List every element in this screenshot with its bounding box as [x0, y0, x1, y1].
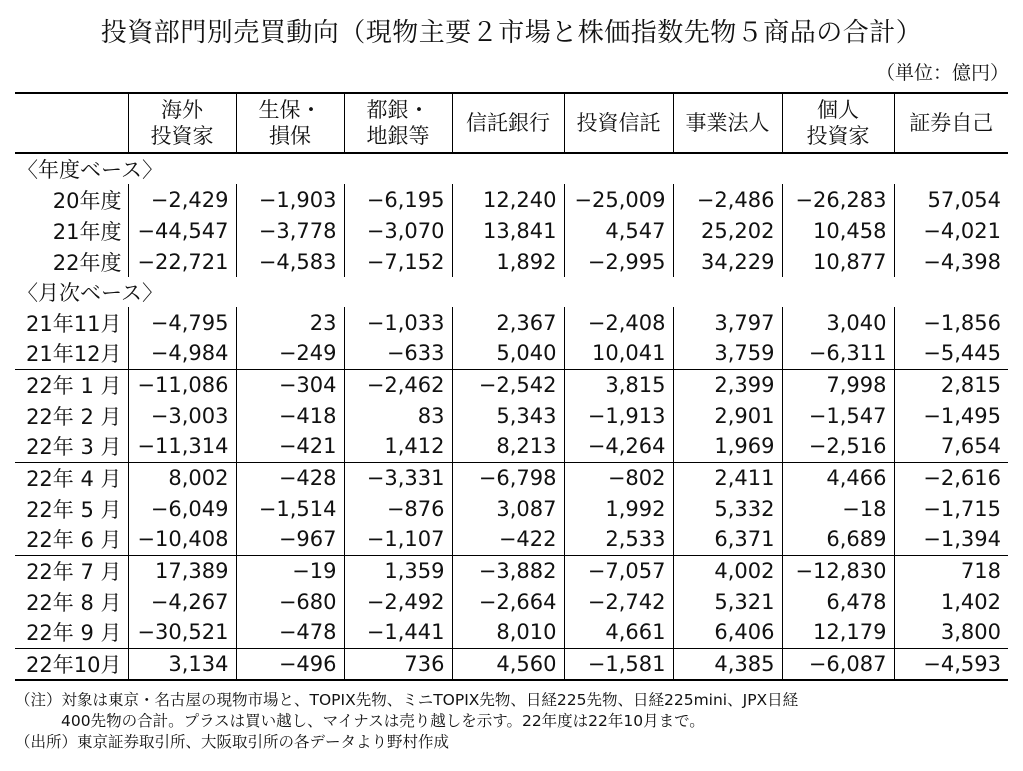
- value-cell: −6,049: [128, 493, 236, 524]
- value-cell: 2,367: [452, 307, 564, 338]
- value-cell: −3,882: [452, 555, 564, 586]
- table-row: [15, 524, 1008, 555]
- value-cell: 4,547: [564, 215, 673, 246]
- value-cell: 10,877: [782, 246, 894, 277]
- value-cell: 2,815: [894, 369, 1008, 400]
- footnotes: [15, 690, 1010, 753]
- value-cell: −680: [236, 586, 344, 617]
- value-cell: −1,856: [894, 307, 1008, 338]
- value-cell: 4,560: [452, 648, 564, 680]
- value-cell: −1,715: [894, 493, 1008, 524]
- value-cell: −2,516: [782, 431, 894, 462]
- value-cell: −26,283: [782, 184, 894, 215]
- value-cell: 3,759: [673, 338, 782, 369]
- value-cell: 1,412: [344, 431, 452, 462]
- value-cell: −2,429: [128, 184, 236, 215]
- column-header: 証券自己: [894, 93, 1008, 153]
- value-cell: −6,195: [344, 184, 452, 215]
- value-cell: −6,798: [452, 462, 564, 493]
- value-cell: −7,152: [344, 246, 452, 277]
- value-cell: 1,359: [344, 555, 452, 586]
- value-cell: 34,229: [673, 246, 782, 277]
- value-cell: 4,385: [673, 648, 782, 680]
- table-row: [15, 246, 1008, 277]
- table-row: [15, 648, 1008, 680]
- value-cell: 736: [344, 648, 452, 680]
- row-label: 21年度: [52, 219, 122, 244]
- value-cell: 10,041: [564, 338, 673, 369]
- value-cell: −3,778: [236, 215, 344, 246]
- value-cell: 10,458: [782, 215, 894, 246]
- value-cell: 57,054: [894, 184, 1008, 215]
- value-cell: 2,399: [673, 369, 782, 400]
- value-cell: 2,901: [673, 400, 782, 431]
- value-cell: 2,411: [673, 462, 782, 493]
- value-cell: −1,514: [236, 493, 344, 524]
- section-title: 〈年度ベース〉: [17, 158, 163, 182]
- row-label: 22年 2 月: [26, 404, 122, 429]
- value-cell: 6,478: [782, 586, 894, 617]
- value-cell: −1,495: [894, 400, 1008, 431]
- value-cell: 3,087: [452, 493, 564, 524]
- value-cell: −1,547: [782, 400, 894, 431]
- value-cell: 5,321: [673, 586, 782, 617]
- column-header: 生保・ 損保: [236, 93, 344, 153]
- value-cell: −1,903: [236, 184, 344, 215]
- value-cell: −2,486: [673, 184, 782, 215]
- value-cell: 1,402: [894, 586, 1008, 617]
- row-label: 21年12月: [26, 342, 122, 367]
- table-row: [15, 307, 1008, 338]
- column-header: 個人 投資家: [782, 93, 894, 153]
- table-row: [15, 400, 1008, 431]
- table-row: [15, 431, 1008, 462]
- value-cell: 2,533: [564, 524, 673, 555]
- column-header: 信託銀行: [452, 93, 564, 153]
- value-cell: −3,003: [128, 400, 236, 431]
- value-cell: −4,021: [894, 215, 1008, 246]
- value-cell: −4,267: [128, 586, 236, 617]
- value-cell: −6,087: [782, 648, 894, 680]
- value-cell: −2,742: [564, 586, 673, 617]
- value-cell: 8,213: [452, 431, 564, 462]
- table-row: [15, 338, 1008, 369]
- table-row: [15, 617, 1008, 648]
- row-label: 22年 3 月: [26, 435, 122, 460]
- value-cell: 23: [236, 307, 344, 338]
- value-cell: −4,583: [236, 246, 344, 277]
- value-cell: 7,654: [894, 431, 1008, 462]
- value-cell: −7,057: [564, 555, 673, 586]
- value-cell: 13,841: [452, 215, 564, 246]
- value-cell: −2,492: [344, 586, 452, 617]
- value-cell: 3,797: [673, 307, 782, 338]
- value-cell: 12,240: [452, 184, 564, 215]
- value-cell: −876: [344, 493, 452, 524]
- value-cell: 3,815: [564, 369, 673, 400]
- header-row: [15, 93, 1008, 153]
- value-cell: −2,408: [564, 307, 673, 338]
- value-cell: −496: [236, 648, 344, 680]
- value-cell: 8,002: [128, 462, 236, 493]
- table-row: [15, 462, 1008, 493]
- value-cell: −11,314: [128, 431, 236, 462]
- value-cell: −30,521: [128, 617, 236, 648]
- row-label: 22年10月: [15, 648, 128, 680]
- value-cell: −967: [236, 524, 344, 555]
- value-cell: −22,721: [128, 246, 236, 277]
- column-header: 事業法人: [673, 93, 782, 153]
- value-cell: 1,992: [564, 493, 673, 524]
- value-cell: −1,913: [564, 400, 673, 431]
- row-label: 20年度: [52, 188, 122, 213]
- value-cell: 8,010: [452, 617, 564, 648]
- value-cell: 5,040: [452, 338, 564, 369]
- value-cell: −18: [782, 493, 894, 524]
- value-cell: 1,892: [452, 246, 564, 277]
- value-cell: −4,795: [128, 307, 236, 338]
- note-line: 400先物の合計。プラスは買い越し、マイナスは売り越しを示す。22年度は22年10月まで。: [61, 712, 705, 730]
- value-cell: −5,445: [894, 338, 1008, 369]
- value-cell: −19: [236, 555, 344, 586]
- value-cell: 17,389: [128, 555, 236, 586]
- value-cell: −4,398: [894, 246, 1008, 277]
- column-header: 海外 投資家: [128, 93, 236, 153]
- unit-label: （単位：億円）: [875, 62, 1009, 84]
- value-cell: −4,984: [128, 338, 236, 369]
- value-cell: 6,689: [782, 524, 894, 555]
- value-cell: −12,830: [782, 555, 894, 586]
- row-label: 22年 6 月: [26, 528, 122, 553]
- value-cell: −2,462: [344, 369, 452, 400]
- table-title: 投資部門別売買動向（現物主要２市場と株価指数先物５商品の合計）: [100, 18, 923, 48]
- value-cell: −2,542: [452, 369, 564, 400]
- value-cell: 25,202: [673, 215, 782, 246]
- value-cell: −2,664: [452, 586, 564, 617]
- value-cell: 83: [344, 400, 452, 431]
- value-cell: −1,394: [894, 524, 1008, 555]
- value-cell: 1,969: [673, 431, 782, 462]
- note-line: （注）対象は東京・名古屋の現物市場と、TOPIX先物、ミニTOPIX先物、日経225先物、日経225mini、JPX日経: [15, 691, 799, 709]
- table-row: [15, 555, 1008, 586]
- value-cell: −421: [236, 431, 344, 462]
- value-cell: 4,661: [564, 617, 673, 648]
- value-cell: 7,998: [782, 369, 894, 400]
- value-cell: −2,995: [564, 246, 673, 277]
- value-cell: −10,408: [128, 524, 236, 555]
- trading-table: [15, 92, 1008, 681]
- value-cell: −633: [344, 338, 452, 369]
- value-cell: −478: [236, 617, 344, 648]
- value-cell: 5,343: [452, 400, 564, 431]
- value-cell: 4,002: [673, 555, 782, 586]
- value-cell: −422: [452, 524, 564, 555]
- value-cell: 4,466: [782, 462, 894, 493]
- value-cell: −4,264: [564, 431, 673, 462]
- value-cell: 6,371: [673, 524, 782, 555]
- value-cell: −249: [236, 338, 344, 369]
- value-cell: 12,179: [782, 617, 894, 648]
- row-label: 22年度: [52, 250, 122, 275]
- section-header-row: [15, 277, 1008, 307]
- value-cell: −418: [236, 400, 344, 431]
- value-cell: −304: [236, 369, 344, 400]
- row-label: 22年 8 月: [26, 590, 122, 615]
- value-cell: −3,070: [344, 215, 452, 246]
- table-row: [15, 215, 1008, 246]
- table-row: [15, 586, 1008, 617]
- value-cell: 3,134: [128, 648, 236, 680]
- value-cell: −1,033: [344, 307, 452, 338]
- value-cell: −6,311: [782, 338, 894, 369]
- value-cell: −11,086: [128, 369, 236, 400]
- row-label: 22年 5 月: [26, 497, 122, 522]
- value-cell: 718: [894, 555, 1008, 586]
- column-header: 投資信託: [564, 93, 673, 153]
- value-cell: −2,616: [894, 462, 1008, 493]
- row-label: 22年 7 月: [15, 555, 128, 586]
- value-cell: −4,593: [894, 648, 1008, 680]
- value-cell: −1,107: [344, 524, 452, 555]
- value-cell: 6,406: [673, 617, 782, 648]
- section-title: 〈月次ベース〉: [17, 281, 163, 305]
- value-cell: −1,581: [564, 648, 673, 680]
- row-label: 22年 1 月: [15, 369, 128, 400]
- row-label: 21年11月: [26, 311, 122, 336]
- table-row: [15, 369, 1008, 400]
- value-cell: −3,331: [344, 462, 452, 493]
- value-cell: 5,332: [673, 493, 782, 524]
- source-line: （出所）東京証券取引所、大阪取引所の各データより野村作成: [15, 733, 450, 751]
- value-cell: −25,009: [564, 184, 673, 215]
- table-row: [15, 493, 1008, 524]
- value-cell: −1,441: [344, 617, 452, 648]
- corner-cell: [15, 93, 128, 153]
- value-cell: −44,547: [128, 215, 236, 246]
- value-cell: −802: [564, 462, 673, 493]
- section-header-row: [15, 153, 1008, 184]
- value-cell: −428: [236, 462, 344, 493]
- value-cell: 3,040: [782, 307, 894, 338]
- value-cell: 3,800: [894, 617, 1008, 648]
- column-header: 都銀・ 地銀等: [344, 93, 452, 153]
- row-label: 22年 9 月: [26, 621, 122, 646]
- row-label: 22年 4 月: [15, 462, 128, 493]
- table-row: [15, 184, 1008, 215]
